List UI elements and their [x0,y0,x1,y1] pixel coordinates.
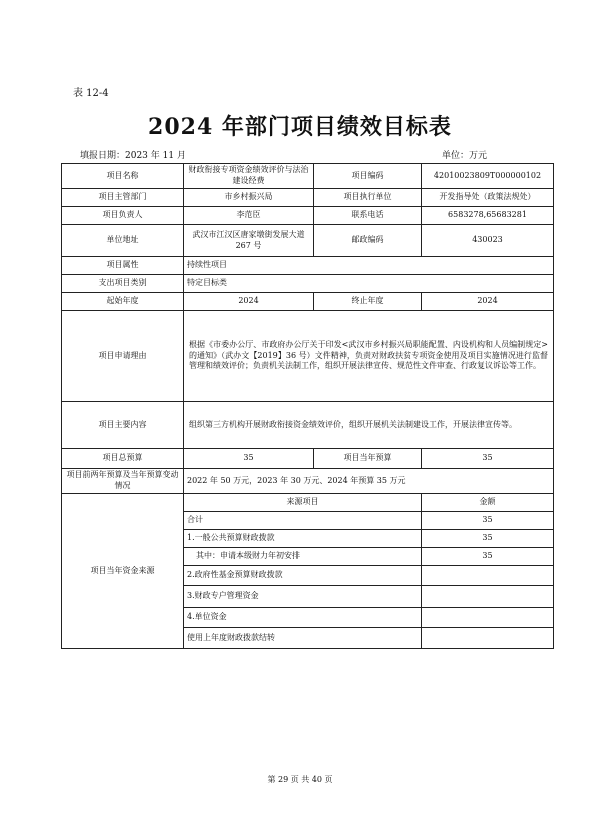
fund-row-amount: 35 [422,530,554,548]
attr-label: 项目属性 [62,257,184,275]
fund-amount-header: 金额 [422,494,554,512]
end-year-label: 终止年度 [314,293,422,311]
fund-source-label: 项目当年资金来源 [62,494,184,649]
fund-row-name: 其中：申请本级财力年初安排 [184,548,422,566]
fund-row-amount [422,586,554,608]
dept-value: 市乡村振兴局 [184,189,314,207]
fund-row-amount: 35 [422,548,554,566]
year-budget-label: 项目当年预算 [314,449,422,469]
attr-value: 持续性项目 [184,257,554,275]
fund-row-name: 3.财政专户管理资金 [184,586,422,608]
content-text: 组织第三方机构开展财政衔接资金绩效评价，组织开展机关法制建设工作，开展法律宣传等。 [184,402,554,449]
exec-unit-label: 项目执行单位 [314,189,422,207]
fund-row-amount [422,608,554,628]
history-label: 项目前两年预算及当年预算变动情况 [62,469,184,494]
performance-target-table [61,163,554,649]
total-budget-value: 35 [184,449,314,469]
postcode-value: 430023 [422,225,554,257]
project-code-label: 项目编码 [314,164,422,189]
fund-row-amount [422,566,554,586]
category-label: 支出项目类别 [62,275,184,293]
leader-label: 项目负责人 [62,207,184,225]
table-number: 表 12-4 [73,88,109,99]
fund-row-name: 1.一般公共预算财政拨款 [184,530,422,548]
fund-row-amount: 35 [422,512,554,530]
page-title: 2024 年部门项目绩效目标表 [148,114,452,140]
leader-value: 李范臣 [184,207,314,225]
start-year-label: 起始年度 [62,293,184,311]
postcode-label: 邮政编码 [314,225,422,257]
category-value: 特定目标类 [184,275,554,293]
exec-unit-value: 开发指导处（政策法规处） [422,189,554,207]
address-label: 单位地址 [62,225,184,257]
fill-date: 填报日期：2023 年 11 月 [80,151,186,161]
fund-row-name: 2.政府性基金预算财政拨款 [184,566,422,586]
project-code-value: 42010023809T000000102 [422,164,554,189]
content-label: 项目主要内容 [62,402,184,449]
address-value: 武汉市江汉区唐家墩街发展大道 267 号 [184,225,314,257]
fund-source-header: 来源项目 [184,494,422,512]
end-year-value: 2024 [422,293,554,311]
project-name-value: 财政衔接专项资金绩效评价与法治建设经费 [184,164,314,189]
start-year-value: 2024 [184,293,314,311]
page-number: 第 29 页 共 40 页 [267,775,333,784]
fund-row-name: 4.单位资金 [184,608,422,628]
dept-label: 项目主管部门 [62,189,184,207]
history-value: 2022 年 50 万元，2023 年 30 万元、2024 年预算 35 万元 [184,469,554,494]
project-name-label: 项目名称 [62,164,184,189]
unit-label: 单位：万元 [442,151,488,161]
fund-row-name: 使用上年度财政拨款结转 [184,628,422,649]
phone-label: 联系电话 [314,207,422,225]
year-budget-value: 35 [422,449,554,469]
fund-row-name: 合计 [184,512,422,530]
basis-label: 项目申请理由 [62,311,184,402]
basis-text: 根据《市委办公厅、市政府办公厅关于印发<武汉市乡村振兴局职能配置、内设机构和人员编制规定>的通知》（武办文【2019】36 号）文件精神，负责对财政扶贫专项资金使用及项目实施情况进行监督管理和绩效评价；负责机关法制工作，组织开展法律宣传、规范性文件审查、行政复议诉讼等工作。 [184,311,554,402]
fund-row-amount [422,628,554,649]
total-budget-label: 项目总预算 [62,449,184,469]
phone-value: 6583278,65683281 [422,207,554,225]
